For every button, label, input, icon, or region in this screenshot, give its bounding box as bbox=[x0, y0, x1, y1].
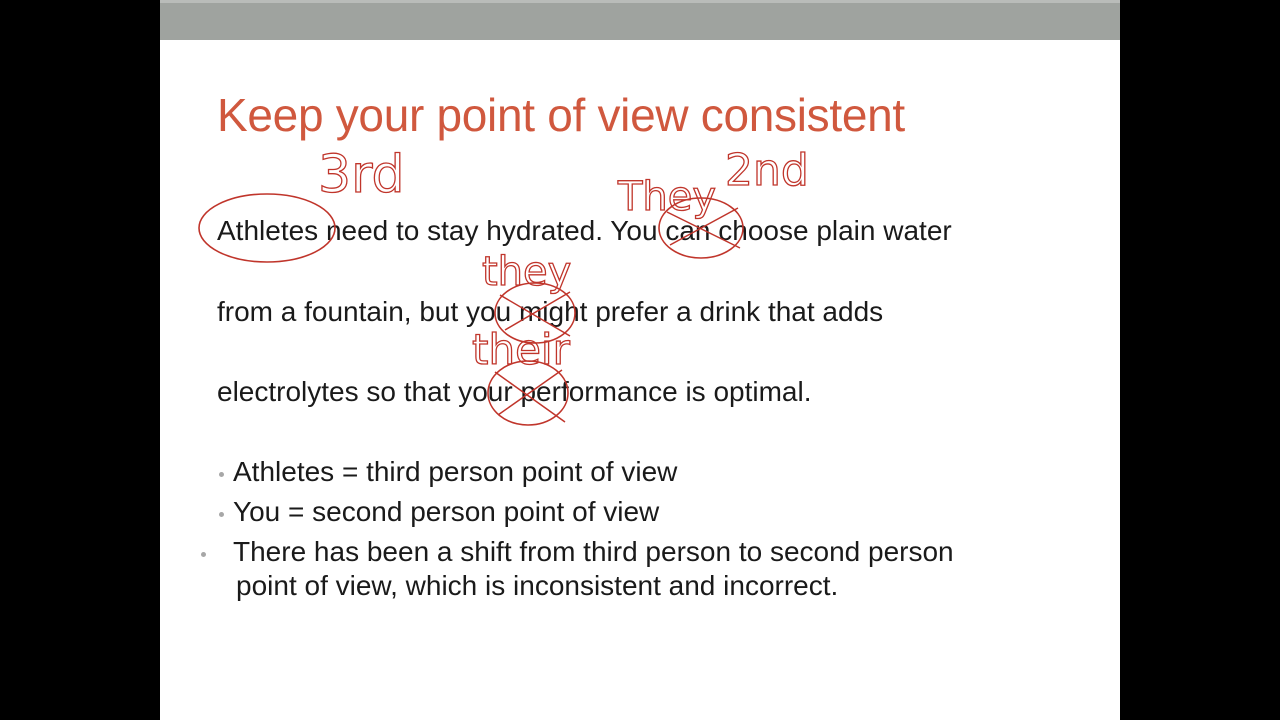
paragraph-line-2: from a fountain, but you might prefer a drink that adds bbox=[217, 296, 884, 327]
ink-label-they-top: They bbox=[618, 174, 717, 220]
bullet-item-2: You = second person point of view bbox=[233, 496, 660, 527]
ink-label-2nd: 2nd bbox=[725, 145, 809, 196]
ink-label-they-mid: they bbox=[482, 249, 572, 295]
bullet-item-1: Athletes = third person point of view bbox=[233, 456, 678, 487]
ink-label-their: their bbox=[472, 325, 570, 374]
paragraph-line-1: Athletes need to stay hydrated. You can choose plain water bbox=[217, 215, 952, 246]
ink-label-3rd: 3rd bbox=[318, 145, 405, 205]
slide-top-bar bbox=[160, 0, 1120, 40]
slide bbox=[160, 0, 1120, 720]
bullet-marker bbox=[219, 512, 224, 517]
paragraph-line-3: electrolytes so that your performance is optimal. bbox=[217, 376, 812, 407]
slide-title: Keep your point of view consistent bbox=[217, 89, 905, 141]
bullet-marker bbox=[219, 472, 224, 477]
bullet-marker bbox=[201, 552, 206, 557]
bullet-item-3-line-1: There has been a shift from third person to second person bbox=[233, 536, 954, 567]
bullet-item-3-line-2: point of view, which is inconsistent and incorrect. bbox=[236, 570, 839, 601]
